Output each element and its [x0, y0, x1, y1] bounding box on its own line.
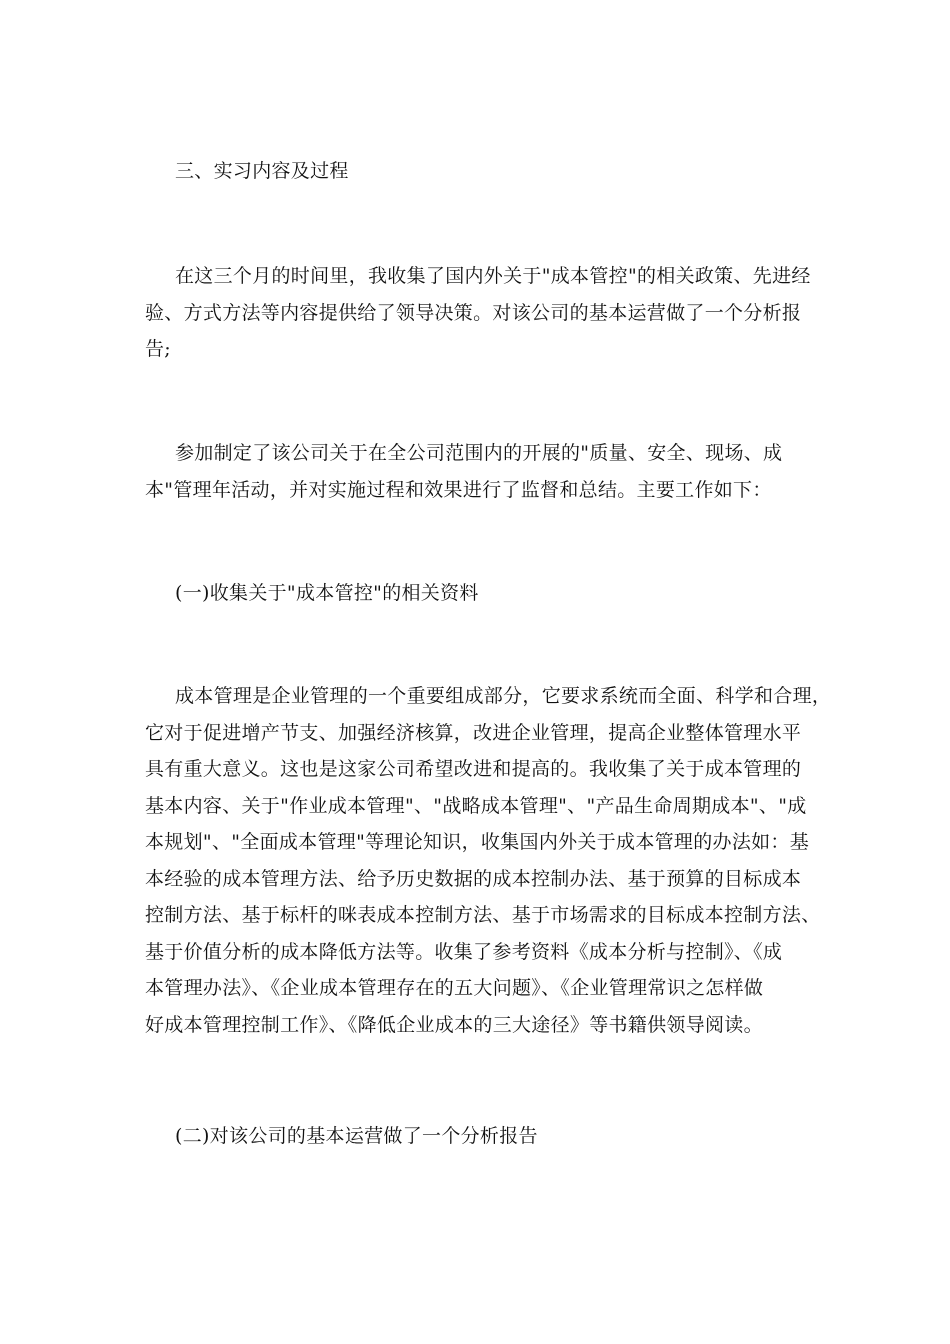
paragraph-line: 验、方式方法等内容提供给了领导决策。对该公司的基本运营做了一个分析报 — [145, 301, 802, 324]
paragraph-line: 本经验的成本管理方法、给予历史数据的成本控制办法、基于预算的目标成本 — [145, 867, 802, 890]
paragraph-line: 本管理办法》、《企业成本管理存在的五大问题》、《企业管理常识之怎样做 — [145, 977, 764, 999]
paragraph-line: 控制方法、基于标杆的咪表成本控制方法、基于市场需求的目标成本控制方法、 — [145, 904, 821, 926]
paragraph-line: 基于价值分析的成本降低方法等。收集了参考资料《成本分析与控制》、《成 — [145, 940, 783, 963]
subheading-1-text: (一)收集关于"成本管控"的相关资料 — [175, 582, 479, 604]
subheading-1 — [145, 575, 810, 612]
paragraph-line: 它对于促进增产节支、加强经济核算，改进企业管理，提高企业整体管理水平 — [145, 721, 802, 744]
paragraph-line: 本"管理年活动，并对实施过程和效果进行了监督和总结。主要工作如下： — [145, 478, 772, 501]
subheading-2 — [145, 1118, 810, 1155]
paragraph-line: 具有重大意义。这也是这家公司希望改进和提高的。我收集了关于成本管理的 — [145, 758, 802, 780]
paragraph-1 — [145, 258, 810, 368]
section-heading — [145, 153, 810, 190]
paragraph-2 — [145, 435, 810, 508]
paragraph-line: 基本内容、关于"作业成本管理"、"战略成本管理"、"产品生命周期成本"、"成 — [145, 794, 807, 817]
paragraph-line: 成本管理是企业管理的一个重要组成部分，它要求系统而全面、科学和合理， — [175, 685, 832, 707]
paragraph-line: 在这三个月的时间里，我收集了国内外关于"成本管控"的相关政策、先进经 — [175, 265, 811, 287]
paragraph-line: 参加制定了该公司关于在全公司范围内的开展的"质量、安全、现场、成 — [175, 442, 783, 464]
paragraph-line: 好成本管理控制工作》、《降低企业成本的三大途径》等书籍供领导阅读。 — [145, 1013, 763, 1036]
paragraph-3 — [145, 678, 832, 1043]
paragraph-line: 告; — [145, 338, 172, 360]
section-heading-text: 三、实习内容及过程 — [175, 160, 349, 182]
paragraph-line: 本规划"、"全面成本管理"等理论知识，收集国内外关于成本管理的办法如：基 — [145, 831, 810, 853]
subheading-2-text: (二)对该公司的基本运营做了一个分析报告 — [175, 1125, 538, 1147]
